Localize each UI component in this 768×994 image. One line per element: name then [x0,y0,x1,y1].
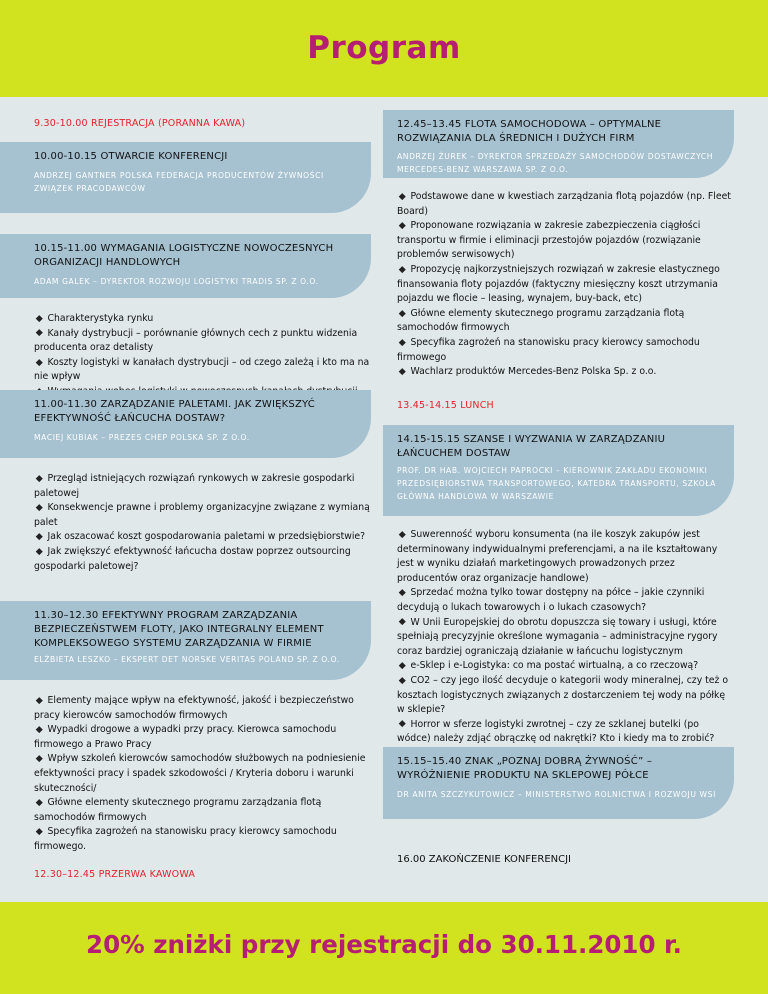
bullet-item: Specyfika zagrożeń na stanowisku pracy kierowcy samochodu firmowego [397,336,700,363]
bullet-item: Konsekwencje prawne i problemy organizacyjne związane z wymianą palet [34,502,370,528]
bullet-item: Podstawowe dane w kwestiach zarządzania flotą pojazdów (np. Fleet Board) [397,191,731,217]
diamond-bullet-icon [399,339,405,345]
bullet-item: Charakterystyka rynku [34,312,371,327]
diamond-bullet-icon [399,721,405,727]
bullet-item: Horror w sferze logistyki zwrotnej – czy ze szklanej butelki (po wódce) należy zdjąć obrączkę od nakrętki? Kto i kiedy ma to zrobić? [397,718,715,745]
closing-label: 16.00 ZAKOŃCZENIE KONFERENCJI [397,854,571,865]
bullet-item: Kanały dystrybucji – porównanie głównych cech z punktu widzenia producenta oraz detalisty [34,327,358,354]
bullet-item: Główne elementy skutecznego programu zarządzania flotą samochodów firmowych [34,797,322,823]
bullet-item: W Unii Europejskiej do obrotu dopuszcza się towary i usługi, które spełniają precyzyjnie określone wymagania – administracyjne rygory coraz bardziej ograniczają działanie w łańcuchu logistycznym [397,616,718,657]
bullet-item: Koszty logistyki w kanałach dystrybucji – od czego zależą i kto ma na nie wpływ [34,356,370,383]
diamond-bullet-icon [399,266,405,272]
program-panel [0,97,768,902]
session-good-food [397,747,734,819]
session-speaker: ADAM GALEK – DYREKTOR ROZWOJU LOGISTYKI TRADIS SP. Z O.O. [34,277,319,286]
page-title: Program [307,30,461,66]
session-box [397,747,734,819]
diamond-bullet-icon [36,315,42,321]
diamond-bullet-icon [36,359,42,365]
session-opening [34,142,371,213]
diamond-bullet-icon [36,475,42,481]
diamond-bullet-icon [399,677,405,683]
bullet-item: Jak oszacować koszt gospodarowania paletami w przedsiębiorstwie? [34,530,371,545]
diamond-bullet-icon [399,222,405,228]
diamond-bullet-icon [36,697,42,703]
session-box [34,142,371,213]
session-heading: 11.00-11.30 ZARZĄDZANIE PALETAMI. JAK ZWIĘKSZYĆ EFEKTYWNOŚĆ ŁAŃCUCHA DOSTAW? [34,399,315,424]
bullet-item: Sprzedać można tylko towar dostępny na półce – jakie czynniki decydują o lukach towarowych i o lukach czasowych? [397,587,705,613]
diamond-bullet-icon [399,662,405,668]
bullet-list [397,190,734,380]
diamond-bullet-icon [36,828,42,834]
bullet-list [34,694,371,855]
session-coffee-break [34,869,371,880]
session-closing [397,854,734,865]
bullet-list [397,528,734,747]
diamond-bullet-icon [399,589,405,595]
session-speaker: ELŻBIETA LESZKO – EKSPERT DET NORSKE VERITAS POLAND SP. Z O.O. [34,655,340,664]
session-box [34,234,371,298]
bullet-item: CO2 – czy jego ilość decyduje o kategorii wody mineralnej, czy też o kosztach logistycznych związanych z dostarczeniem tej wody na półkę w sklepie? [397,674,729,716]
diamond-bullet-icon [36,755,42,761]
session-registration [34,118,371,129]
diamond-bullet-icon [399,368,405,374]
session-box [397,110,734,178]
diamond-bullet-icon [36,548,42,554]
diamond-bullet-icon [399,193,405,199]
session-speaker: ANDRZEJ GANTNER POLSKA FEDERACJA PRODUCENTÓW ŻYWNOŚCI ZWIĄZEK PRACODAWCÓW [34,171,324,193]
bullet-item: Wpływ szkoleń kierowców samochodów służbowych na podniesienie efektywności pracy i spadek szkodowości / Kryteria doboru i warunki skuteczności/ [34,753,366,794]
bullet-item: Główne elementy skutecznego programu zarządzania flotą samochodów firmowych [397,307,685,334]
bullet-item: Wachlarz produktów Mercedes-Benz Polska Sp. z o.o. [397,365,734,380]
lunch-label: 13.45-14.15 LUNCH [397,400,494,411]
session-speaker: DR ANITA SZCZYKUTOWICZ – MINISTERSTWO ROLNICTWA I ROZWOJU WSI [397,790,716,799]
registration-label: 9.30-10.00 REJESTRACJA (PORANNA KAWA) [34,118,246,129]
diamond-bullet-icon [36,533,42,539]
diamond-bullet-icon [399,531,405,537]
session-fleet [397,110,734,380]
bullet-item: e-Sklep i e-Logistyka: co ma postać wirtualną, a co rzeczową? [397,659,734,674]
discount-banner: 20% zniżki przy rejestracji do 30.11.2010 r. [86,930,682,959]
session-supply-chain [397,425,734,747]
bullet-item: Suwerenność wyboru konsumenta (na ile koszyk zakupów jest determinowany indywidualnymi preferencjami, a na ile kształtowany jest w wyniku działań marketingowych prowadzonych przez producentów oraz organizacje handlowe) [397,529,718,584]
session-heading: 11.30–12.30 EFEKTYWNY PROGRAM ZARZĄDZANIA BEZPIECZEŃSTWEM FLOTY, JAKO INTEGRALNY ELEMENT KOMPLEKSOWEGO SYSTEMU ZARZĄDZANIA W FIRMIE [34,610,324,649]
coffee-break-label: 12.30–12.45 PRZERWA KAWOWA [34,869,196,880]
session-speaker: MACIEJ KUBIAK – PREZES CHEP POLSKA SP. Z O.O. [34,433,250,442]
session-heading: 15.15–15.40 ZNAK „POZNAJ DOBRĄ ŻYWNOŚĆ” – WYRÓŻNIENIE PRODUKTU NA SKLEPOWEJ PÓŁCE [397,756,653,781]
diamond-bullet-icon [36,799,42,805]
bullet-item: Jak zwiększyć efektywność łańcucha dostaw poprzez outsourcing gospodarki paletowej? [34,545,351,572]
session-fleet-safety [34,601,371,855]
diamond-bullet-icon [36,726,42,732]
session-box [34,601,371,680]
bullet-item: Elementy mające wpływ na efektywność, jakość i bezpieczeństwo pracy kierowców samochodów firmowych [34,695,354,721]
bullet-item: Propozycję najkorzystniejszych rozwiązań w zakresie elastycznego finansowania floty pojazdów (faktyczny miesięczny koszt utrzymania pojazdu we flocie – leasing, wynajem, buy-back, etc) [397,263,720,305]
diamond-bullet-icon [399,618,405,624]
diamond-bullet-icon [36,329,42,335]
bullet-item: Wypadki drogowe a wypadki przy pracy. Kierowca samochodu firmowego a Prawo Pracy [34,724,337,750]
session-pallets [34,390,371,574]
session-heading: 14.15-15.15 SZANSE I WYZWANIA W ZARZĄDZANIU ŁAŃCUCHEM DOSTAW [397,434,666,459]
session-lunch [397,400,734,411]
diamond-bullet-icon [399,310,405,316]
session-heading: 12.45–13.45 FLOTA SAMOCHODOWA – OPTYMALNE ROZWIĄZANIA DLA ŚREDNICH I DUŻYCH FIRM [397,119,662,144]
bullet-list [34,312,371,400]
bullet-item: Przegląd istniejących rozwiązań rynkowych w zakresie gospodarki paletowej [34,473,355,499]
bullet-item: Specyfika zagrożeń na stanowisku pracy kierowcy samochodu firmowego. [34,826,337,852]
bullet-list [34,472,371,574]
session-heading: 10.15-11.00 WYMAGANIA LOGISTYCZNE NOWOCZESNYCH ORGANIZACJI HANDLOWYCH [34,243,334,268]
session-heading: 10.00-10.15 OTWARCIE KONFERENCJI [34,151,228,162]
bullet-item: Proponowane rozwiązania w zakresie zabezpieczenia ciągłości transportu w firmie i eliminacji przestojów pojazdów (rozwiązanie problemów serwisowych) [397,220,701,261]
diamond-bullet-icon [36,504,42,510]
session-speaker: PROF. DR HAB. WOJCIECH PAPROCKI – KIEROWNIK ZAKŁADU EKONOMIKI PRZEDSIĘBIORSTWA TRANSPORTOWEGO, KATEDRA TRANSPORTU, SZKOŁA GŁÓWNA HANDLOWA W WARSZAWIE [397,466,716,501]
session-box [397,425,734,516]
session-speaker: ANDRZEJ ŻUREK – DYREKTOR SPRZEDAŻY SAMOCHODÓW DOSTAWCZYCH MERCEDES-BENZ WARSZAWA SP. Z O.O. [397,152,714,174]
session-box [34,390,371,458]
session-logistics-requirements [34,234,371,400]
